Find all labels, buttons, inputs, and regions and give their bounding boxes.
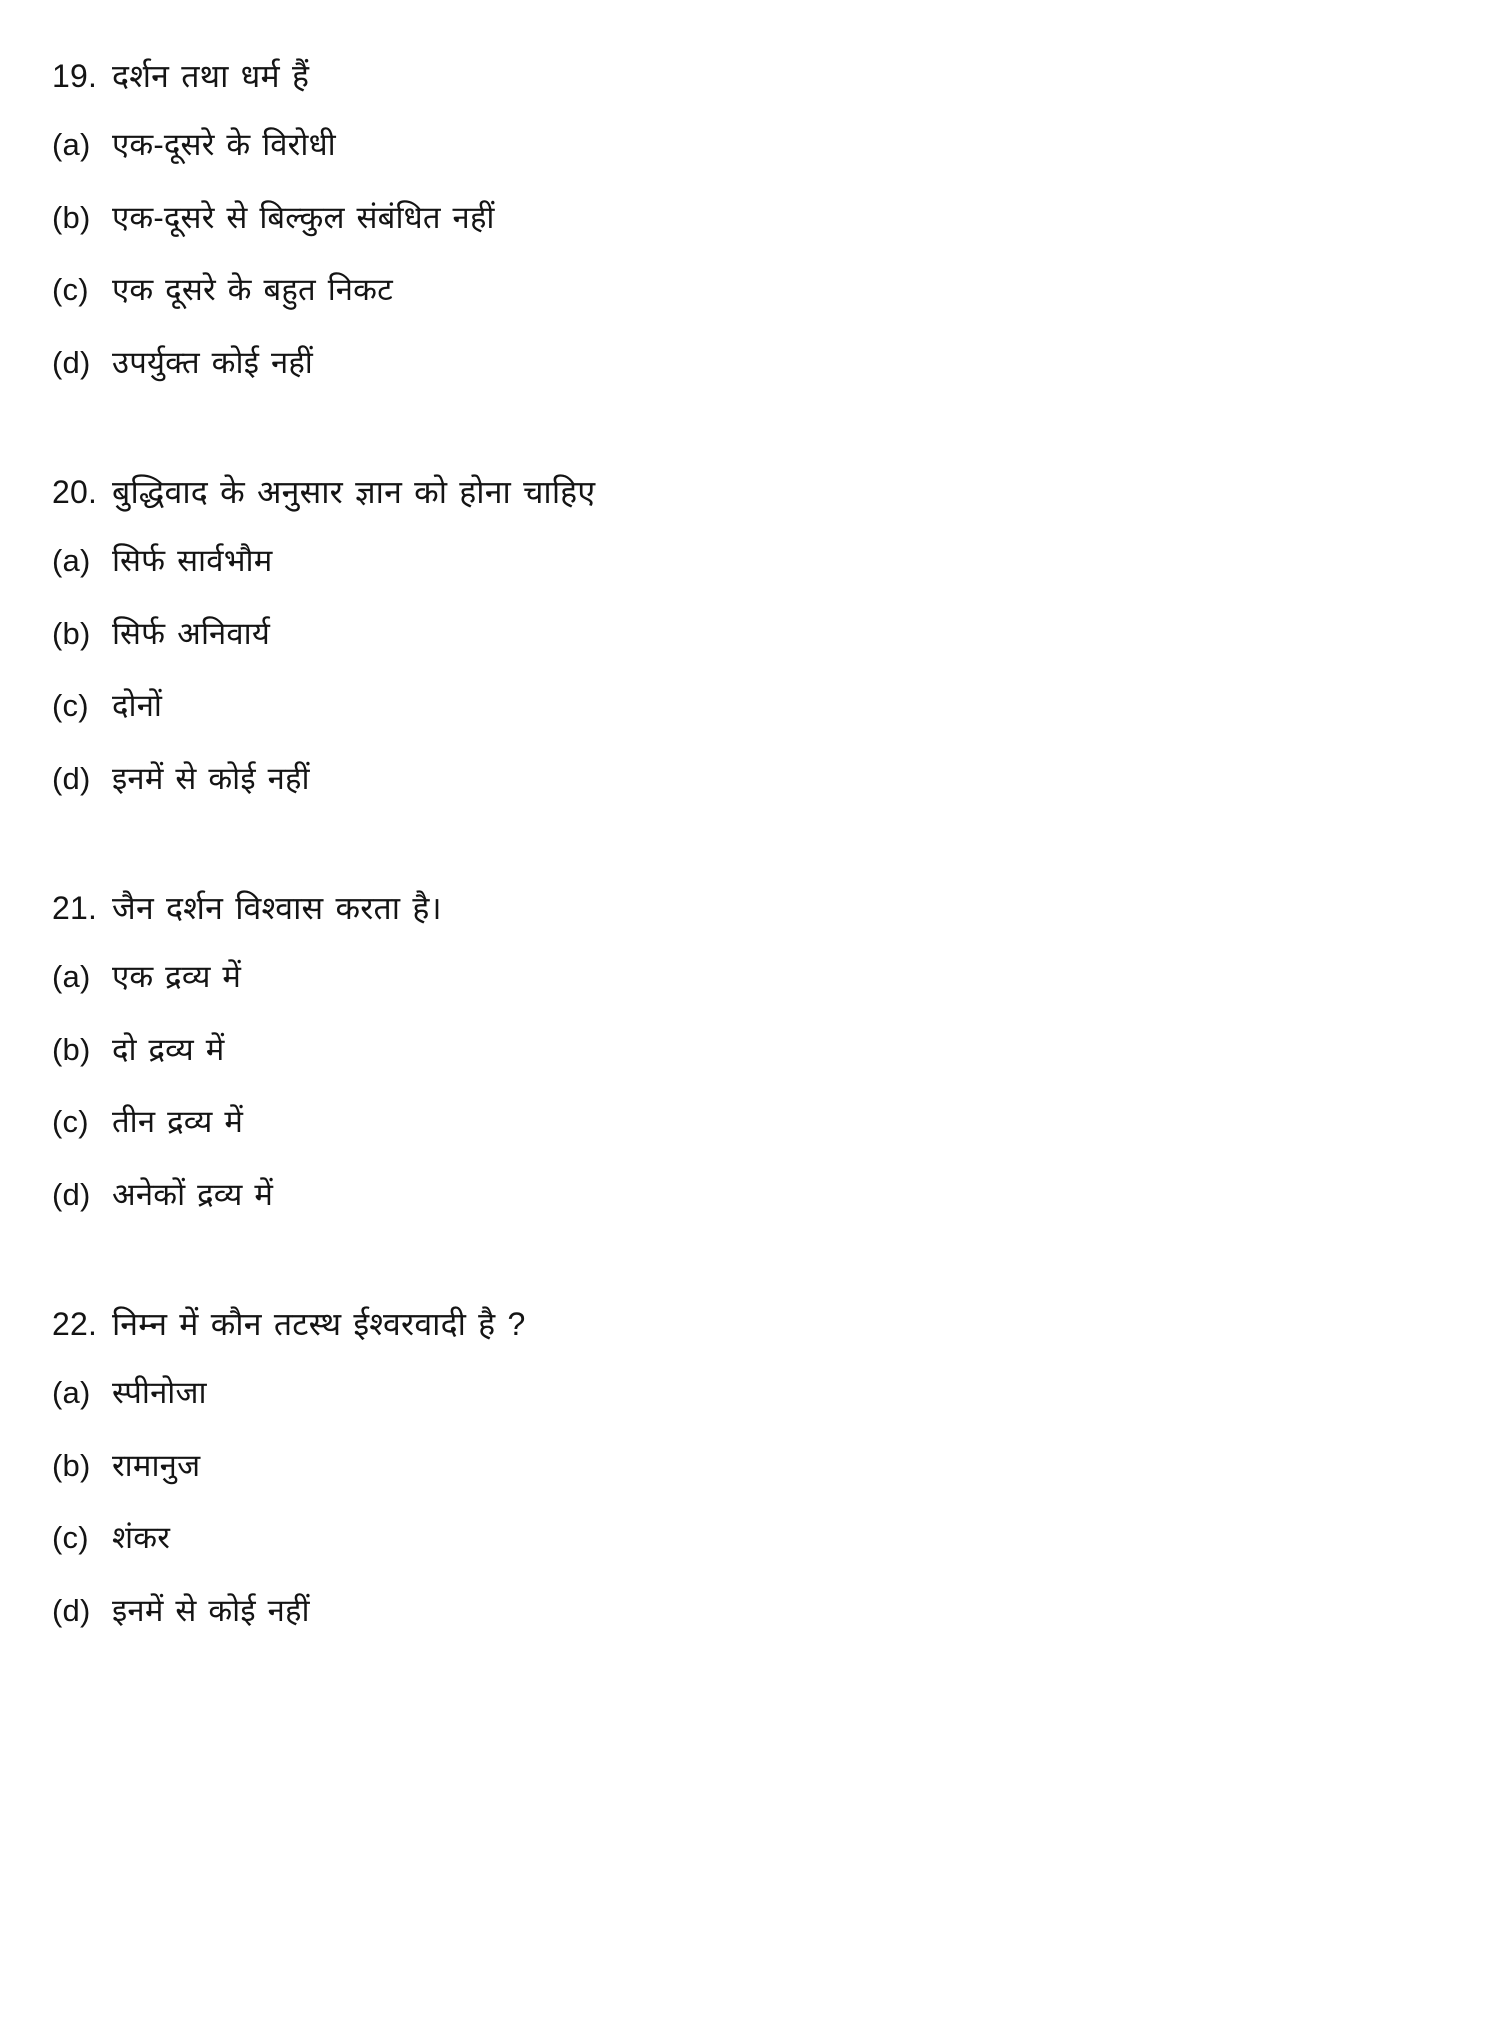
option-label: (c) [52,272,89,307]
option-label: (d) [52,760,91,796]
option-d[interactable] [52,340,1435,387]
option-a[interactable] [52,1370,1435,1417]
option-text: सिर्फ सार्वभौम [112,543,273,578]
question-block [52,52,1435,386]
option-text: एक दूसरे के बहुत निकट [112,272,394,307]
option-text: इनमें से कोई नहीं [112,1592,310,1628]
question-number: 22. [52,1306,98,1342]
option-d[interactable] [52,1172,1435,1219]
question-statement: बुद्धिवाद के अनुसार ज्ञान को होना चाहिए [112,474,596,510]
question-statement: दर्शन तथा धर्म हैं [112,58,310,94]
option-label: (d) [52,1592,91,1628]
option-c[interactable] [52,267,1435,314]
option-text: दो द्रव्य में [112,1031,225,1067]
option-a[interactable] [52,954,1435,1001]
option-c[interactable] [52,683,1435,730]
question-block [52,1300,1435,1634]
option-label: (a) [52,959,91,994]
option-b[interactable] [52,1027,1435,1074]
option-label: (b) [52,1447,91,1483]
question-number: 21. [52,890,98,926]
option-label: (b) [52,1031,91,1067]
option-c[interactable] [52,1099,1435,1146]
option-c[interactable] [52,1515,1435,1562]
option-label: (a) [52,543,91,578]
question-block [52,468,1435,802]
option-label: (d) [52,1176,91,1212]
question-text [52,52,1435,100]
question-text [52,468,1435,516]
option-text: अनेकों द्रव्य में [112,1176,274,1212]
option-text: शंकर [112,1520,171,1555]
question-number: 20. [52,474,98,510]
option-text: दोनों [112,688,163,723]
question-statement: निम्न में कौन तटस्थ ईश्वरवादी है ? [112,1306,526,1342]
option-label: (c) [52,688,89,723]
option-text: रामानुज [112,1447,201,1483]
option-text: स्पीनोजा [112,1375,207,1410]
question-statement: जैन दर्शन विश्वास करता है। [112,890,442,926]
option-text: एक-दूसरे से बिल्कुल संबंधित नहीं [112,199,495,235]
option-label: (d) [52,344,91,380]
option-label: (c) [52,1104,89,1139]
option-text: उपर्युक्त कोई नहीं [112,344,314,380]
option-b[interactable] [52,1443,1435,1490]
option-label: (c) [52,1520,89,1555]
option-text: तीन द्रव्य में [112,1104,244,1139]
option-text: एक-दूसरे के विरोधी [112,127,336,162]
option-d[interactable] [52,756,1435,803]
option-label: (a) [52,1375,91,1410]
question-block [52,884,1435,1218]
option-d[interactable] [52,1588,1435,1635]
option-text: इनमें से कोई नहीं [112,760,310,796]
option-a[interactable] [52,538,1435,585]
option-b[interactable] [52,195,1435,242]
question-text [52,884,1435,932]
question-number: 19. [52,58,98,94]
option-text: एक द्रव्य में [112,959,242,994]
option-label: (b) [52,199,91,235]
question-text [52,1300,1435,1348]
option-label: (a) [52,127,91,162]
option-label: (b) [52,615,91,651]
option-b[interactable] [52,611,1435,658]
option-a[interactable] [52,122,1435,169]
option-text: सिर्फ अनिवार्य [112,615,271,651]
